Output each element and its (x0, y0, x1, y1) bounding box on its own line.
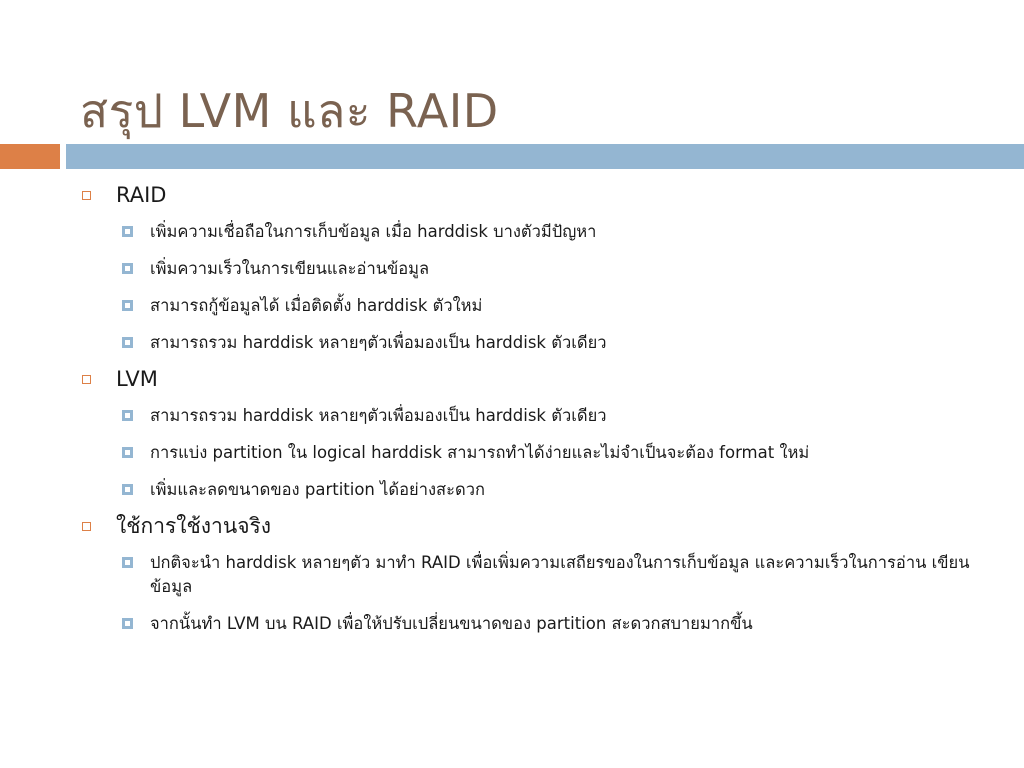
bullet-text: จากนั้นทำ LVM บน RAID เพื่อให้ปรับเปลี่ยนขนาดของ partition สะดวกสบายมากขึ้น (150, 614, 753, 633)
bullet-text: เพิ่มและลดขนาดของ partition ได้อย่างสะดวก (150, 480, 485, 499)
heading-text: RAID (116, 183, 167, 207)
bullet-heading-real-usage (116, 509, 1024, 545)
bullet-text: สามารถกู้ข้อมูลได้ เมื่อติดตั้ง harddisk ตัวใหม่ (150, 296, 483, 315)
square-bullet-icon (122, 557, 133, 568)
square-bullet-icon (122, 484, 133, 495)
heading-text: LVM (116, 367, 158, 391)
accent-bar-orange (0, 144, 60, 169)
accent-bar-blue (66, 144, 1024, 169)
hollow-square-bullet-icon (82, 375, 91, 384)
bullet-text: การแบ่ง partition ใน logical harddisk สามารถทำได้ง่ายและไม่จำเป็นจะต้อง format ใหม่ (150, 443, 810, 462)
hollow-square-bullet-icon (82, 191, 91, 200)
bullet-text: เพิ่มความเชื่อถือในการเก็บข้อมูล เมื่อ harddisk บางตัวมีปัญหา (150, 222, 597, 241)
bullet-item (150, 398, 980, 435)
slide-body (0, 178, 1024, 643)
bullet-item (150, 251, 980, 288)
square-bullet-icon (122, 226, 133, 237)
bullet-item (150, 435, 980, 472)
bullet-text: สามารถรวม harddisk หลายๆตัวเพื่อมองเป็น harddisk ตัวเดียว (150, 333, 607, 352)
bullet-text: เพิ่มความเร็วในการเขียนและอ่านข้อมูล (150, 259, 430, 278)
square-bullet-icon (122, 263, 133, 274)
bullet-item (150, 545, 980, 606)
bullet-item (150, 606, 980, 643)
square-bullet-icon (122, 410, 133, 421)
bullet-text: ปกติจะนำ harddisk หลายๆตัว มาทำ RAID เพื่อเพิ่มความเสถียรของในการเก็บข้อมูล และความเร็วในการอ่าน เขียนข้อมูล (150, 553, 970, 596)
square-bullet-icon (122, 300, 133, 311)
heading-text: ใช้การใช้งานจริง (116, 514, 272, 538)
bullet-item (150, 325, 980, 362)
square-bullet-icon (122, 337, 133, 348)
square-bullet-icon (122, 447, 133, 458)
bullet-item (150, 288, 980, 325)
bullet-heading-lvm (116, 362, 1024, 398)
bullet-item (150, 472, 980, 509)
hollow-square-bullet-icon (82, 522, 91, 531)
slide-title: สรุป LVM และ RAID (80, 83, 499, 138)
bullet-item (150, 214, 980, 251)
bullet-heading-raid (116, 178, 1024, 214)
bullet-text: สามารถรวม harddisk หลายๆตัวเพื่อมองเป็น harddisk ตัวเดียว (150, 406, 607, 425)
square-bullet-icon (122, 618, 133, 629)
